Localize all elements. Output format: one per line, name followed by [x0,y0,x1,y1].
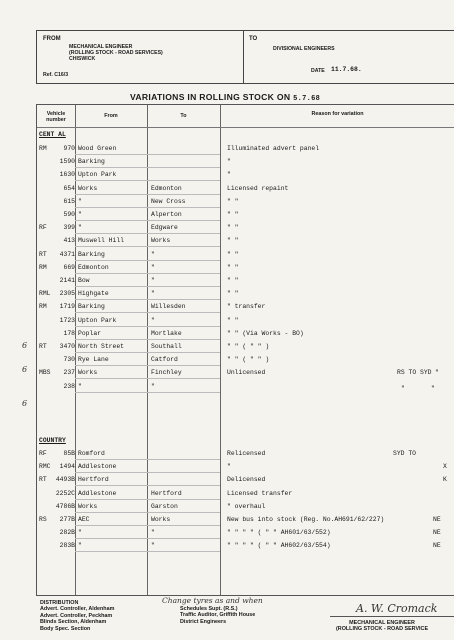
row-rule [75,273,220,274]
from-depot: " [78,542,82,550]
to-depot: " [151,382,155,390]
margin-mark: 6 [22,341,28,350]
row-rule [75,180,220,181]
to-depot: Edmonton [151,184,182,192]
row-rule [75,339,220,340]
row-rule [75,378,220,379]
row-rule [75,485,220,486]
reason-text: " " " " ( " " AH601/63/552) [227,529,331,537]
row-rule [75,246,220,247]
distribution-line: Advert. Controller, Aldenham [40,606,115,613]
vehicle-number: 654 [63,184,75,192]
to-depot: Hertford [151,489,182,497]
signature: A. W. Cromack [356,602,438,615]
reason-text: New bus into stock (Reg. No.AH691/62/227) [227,516,385,523]
vehicle-number: 4493B [55,476,75,484]
date-value: 11.7.68. [331,66,362,73]
page-title [130,92,320,103]
row-rule [75,286,220,287]
reason-text: " [227,463,231,471]
row-rule [75,512,220,513]
vehicle-number: 4371 [59,250,75,258]
vehicle-number: 413 [63,237,75,245]
reason-text: " " ( " " ) [227,356,270,364]
margin-mark: 6 [22,365,28,374]
vehicle-class: RM [39,303,47,311]
to-depot: " [151,250,155,258]
from-depot: Romford [78,450,105,457]
vehicle-class: RT [39,250,47,258]
vehicle-class: RM [39,263,47,271]
reason-text: " " [227,197,239,205]
row-rule [75,233,220,234]
row-rule [75,194,220,195]
to-value: DIVISIONAL ENGINEERS [273,46,335,52]
reason-text: Licensed repaint [227,184,289,192]
distribution-centre [180,606,255,625]
col-header-reason: Reason for variation [311,111,364,117]
from-depot: " [78,529,82,537]
section-label: COUNTRY [39,437,66,444]
vehicle-number: 238 [63,382,75,390]
from-depot: Highgate [78,290,109,298]
to-depot: Alperton [151,211,182,218]
vehicle-class: RT [39,476,47,484]
from-depot: Poplar [78,329,102,337]
to-depot: " [151,277,155,284]
from-depot: North Street [78,343,125,350]
col-header-to: To [180,113,187,119]
col-divider-3 [220,105,221,595]
from-depot: " [78,211,82,218]
header-divider [243,31,244,83]
row-rule [75,472,220,473]
row-rule [75,312,220,313]
reason-text: Unlicensed [227,369,266,377]
side-note: RS TO SYD [397,369,432,377]
signature-rule [330,616,454,617]
row-rule [75,392,220,393]
vehicle-class: RF [39,224,47,232]
side-mark: " [401,384,405,392]
to-depot: Edgware [151,224,178,232]
from-depot: Wood Green [78,145,117,152]
vehicle-number: 669 [63,263,75,271]
signatory-line: (ROLLING STOCK - ROAD SERVICE [336,626,429,633]
vehicle-number: 730 [63,356,75,364]
row-rule [75,538,220,539]
to-depot: Southall [151,343,182,350]
from-line-2: (ROLLING STOCK - ROAD SERVICES) [69,50,163,56]
from-depot: " [78,382,82,390]
from-label: FROM [43,36,61,42]
title-text: VARIATIONS IN ROLLING STOCK ON [130,92,291,102]
vehicle-number: 1719 [59,303,75,311]
title-date: 5.7.68 [293,95,321,103]
from-depot: Upton Park [78,316,117,324]
row-rule [75,551,220,552]
row-rule [75,207,220,208]
reason-text: " " (Via Works - BO) [227,329,304,337]
to-depot: Works [151,516,171,523]
from-depot: " [78,224,82,232]
row-rule [75,260,220,261]
row-rule [75,220,220,221]
distribution-title: DISTRIBUTION [40,600,79,606]
reason-text: " " [227,211,239,218]
vehicle-class: RML [39,290,51,298]
reason-text: Licensed transfer [227,489,293,497]
reason-text: " " ( " " ) [227,343,270,350]
section-label: CENT AL [39,131,66,138]
side-mark: " [431,384,435,392]
row-rule [75,499,220,500]
side-mark: X [443,463,447,471]
distribution-line: District Engineers [180,618,227,625]
col-header-from: From [104,113,118,119]
distribution-line: Body Spec. Section [40,625,91,632]
vehicle-number: 277B [59,516,75,523]
reason-text: " " [227,237,239,245]
vehicle-number: 1494 [59,463,75,471]
row-rule [75,459,220,460]
to-depot: Garston [151,502,178,510]
from-depot: Addlestone [78,489,117,497]
to-depot: Mortlake [151,329,182,337]
header-rule [37,127,454,128]
distribution-line: Advert. Controller, Peckham [40,612,113,619]
row-rule [75,299,220,300]
distribution-line: Schedules Supt. (R.S.) [180,606,238,612]
vehicle-number: 590 [63,211,75,218]
from-depot: Bow [78,277,90,284]
vehicle-number: 2252C [55,489,75,497]
to-depot: New Cross [151,197,186,205]
vehicle-class: RS [39,516,47,523]
vehicle-number: 3470 [59,343,75,350]
to-depot: " [151,290,155,298]
row-rule [75,525,220,526]
to-label: TO [249,36,258,42]
vehicle-class: RMC [39,463,51,471]
vehicle-number: 1590 [59,158,75,166]
vehicle-number: 1630 [59,171,75,179]
vehicle-number: 970 [63,145,75,152]
vehicle-number: 2305 [59,290,75,298]
side-note: SYD TO [393,450,417,457]
distribution-line: Blinds Section, Aldenham [40,619,107,626]
vehicle-number: 2141 [59,277,75,284]
from-depot: Works [78,369,98,377]
side-note: NE [433,542,441,550]
from-depot: Hertford [78,476,109,484]
reason-text: " " [227,263,239,271]
col-divider-2 [147,105,148,595]
to-depot: " [151,542,155,550]
row-rule [75,365,220,366]
distribution-block [40,600,114,632]
vehicle-number: 1723 [59,316,75,324]
reason-text: Illuminated advert panel [227,145,320,152]
to-depot: " [151,529,155,537]
col-header-vehicle: Vehicle number [46,111,66,123]
distribution-line: Traffic Auditor, Griffith House [180,612,256,619]
row-rule [75,154,220,155]
variations-table [36,104,454,596]
row-rule [75,352,220,353]
handwritten-note: Change tyres as and when [162,596,263,605]
from-depot: Barking [78,250,105,258]
reason-text: " " [227,316,239,324]
from-depot: Barking [78,158,105,166]
reason-text: Delicensed [227,476,266,484]
to-depot: " [151,316,155,324]
vehicle-class: MBS [39,369,51,377]
date-label: DATE [311,68,325,74]
margin-mark: 6 [22,399,28,408]
to-depot: Willesden [151,303,186,311]
to-depot: Finchley [151,369,182,377]
to-depot: Works [151,237,171,245]
vehicle-number: 399 [63,224,75,232]
reason-text: " [227,171,231,179]
from-line-3: CHISWICK [69,56,96,62]
vehicle-number: 615 [63,197,75,205]
reason-text: " overhaul [227,502,266,510]
from-depot: Upton Park [78,171,117,179]
from-depot: AEC [78,516,90,523]
reason-text: " transfer [227,303,266,311]
from-depot: Addlestone [78,463,117,471]
reason-text: " [227,158,231,166]
from-depot: Edmonton [78,263,109,271]
reason-text: " " [227,250,239,258]
to-depot: Catford [151,356,178,364]
vehicle-class: RF [39,450,47,457]
from-depot: Muswell Hill [78,237,125,245]
signatory-line: MECHANICAL ENGINEER [349,620,415,626]
from-depot: Barking [78,303,105,311]
to-depot: " [151,263,155,271]
side-mark: " [435,369,439,377]
vehicle-number: 178 [63,329,75,337]
reason-text: " " [227,290,239,298]
from-depot: " [78,197,82,205]
vehicle-number: 4786B [55,502,75,510]
vehicle-number: 282B [59,529,75,537]
side-note: NE [433,516,441,523]
from-depot: Works [78,184,98,192]
vehicle-number: 237 [63,369,75,377]
vehicle-number: 283B [59,542,75,550]
ref-number: Ref. C16/3 [43,72,69,78]
vehicle-number: 85B [63,450,75,457]
side-note: NE [433,529,441,537]
reason-text: " " [227,277,239,284]
col-divider-1 [75,105,76,595]
vehicle-class: RT [39,343,47,350]
from-depot: Works [78,502,98,510]
vehicle-class: RM [39,145,47,152]
from-line-1: MECHANICAL ENGINEER [69,44,133,50]
row-rule [75,326,220,327]
reason-text: Relicensed [227,450,266,457]
reason-text: " " " " ( " " AH602/63/554) [227,542,331,550]
header-box [36,30,454,84]
row-rule [75,167,220,168]
reason-text: " " [227,224,239,232]
signatory-block [336,620,428,633]
side-mark: K [443,476,447,484]
from-depot: Rye Lane [78,356,109,364]
